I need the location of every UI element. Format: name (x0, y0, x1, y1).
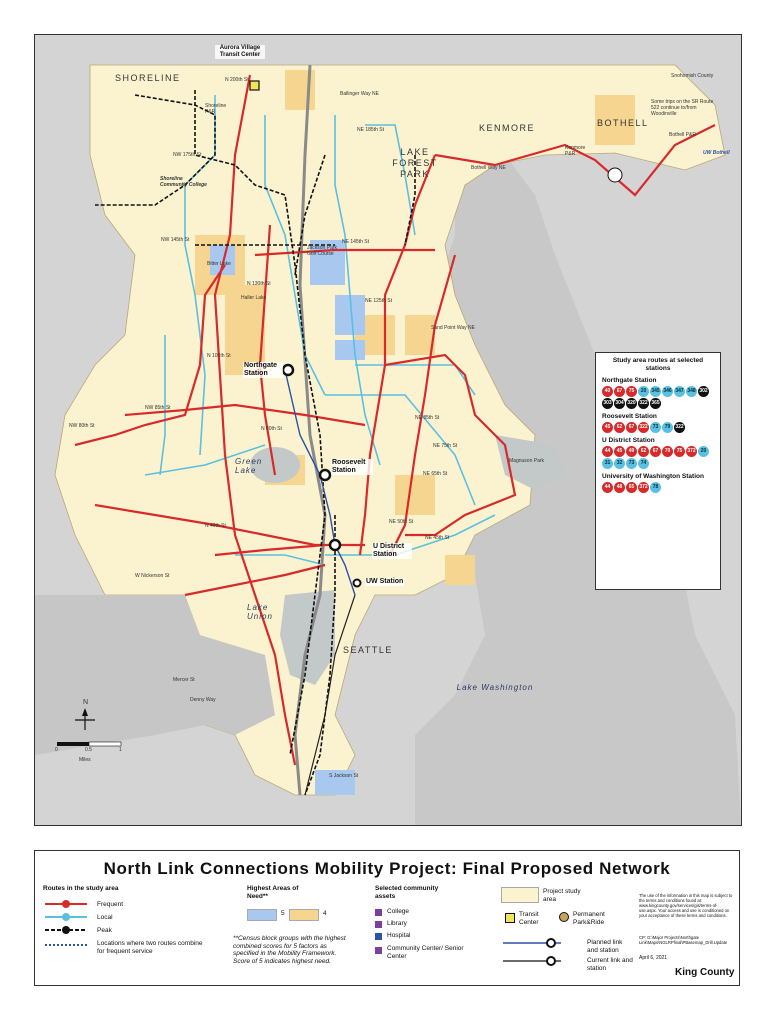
route-chip-local[interactable]: 74 (638, 458, 649, 469)
route-chip-local[interactable]: 348 (686, 386, 697, 397)
current-station-icon (547, 957, 555, 965)
college-icon (375, 909, 382, 916)
hospital-icon (375, 933, 382, 940)
library-icon (375, 921, 382, 928)
map-date: April 6, 2021 (639, 955, 668, 961)
street-nw80: NW 80th St (69, 423, 95, 429)
route-chip-peak[interactable]: 365 (650, 398, 661, 409)
station-route-title: Roosevelt Station (602, 413, 657, 420)
need-note: **Census block groups with the highest combined scores for 5 factors as specified in the Mobility Framework. Score of 5 indicates highest need. (233, 935, 346, 965)
station-route-list (602, 377, 714, 493)
route-chip-frequent[interactable]: 372 (638, 482, 649, 493)
u-district-station-marker (330, 540, 340, 550)
scale-unit: Miles (79, 757, 91, 763)
street-ne85: NE 85th St (415, 415, 440, 421)
route-chip-local[interactable]: 20 (638, 386, 649, 397)
legend-local: Local (97, 914, 113, 921)
street-n80: N 80th St (261, 426, 282, 432)
need-heading: Highest Areas of Need** (247, 885, 299, 900)
street-nw85: NW 85th St (145, 405, 171, 411)
northgate-station-marker (283, 365, 293, 375)
street-mercer: Mercer St (173, 677, 195, 683)
route-chip-frequent[interactable]: 45 (614, 446, 625, 457)
shoreline-label: SHORELINE (115, 73, 181, 83)
route-chip-frequent[interactable]: 48 (614, 482, 625, 493)
scale-label-half: 0.5 (85, 747, 92, 753)
street-jackson: S Jackson St (329, 773, 359, 779)
street-nw175: NW 175th St (173, 152, 202, 158)
bitter-lake-label: Bitter Lake (207, 261, 231, 267)
frequent-chip-icon (62, 900, 70, 908)
scale-bar (57, 742, 121, 746)
route-chip-local[interactable]: 345 (650, 386, 661, 397)
route-chip-local[interactable]: 32 (614, 458, 625, 469)
route-chip-frequent[interactable]: 67 (650, 446, 661, 457)
sr522-note: Some trips on the SR Route 522 continue to/from Woodinville (651, 99, 714, 117)
scale-label-1: 1 (119, 747, 122, 753)
route-chip-frequent[interactable]: 75 (626, 386, 637, 397)
street-ne145: NE 145th St (342, 239, 369, 245)
legend-planned-link: Planned link and station (587, 939, 623, 954)
need5-label: 5 (281, 910, 285, 917)
street-ballinger: Ballinger Way NE (340, 91, 379, 97)
legend-frequent: Frequent (97, 901, 124, 908)
route-legend-symbols (45, 899, 93, 959)
street-ne45: NE 45th St (425, 535, 450, 541)
file-path: CP: G:\Major Projects\Northgate Link\Maps\NGLRPfinal\PBasemap_Drill.Update (639, 935, 728, 945)
roosevelt-station-label[interactable]: Roosevelt Station (331, 459, 373, 475)
green-lake-label: Green Lake (235, 457, 263, 475)
legend-park-ride: Permanent Park&Ride (573, 911, 605, 926)
planned-station-icon (547, 939, 555, 947)
legend-combine: Locations where two routes combine for frequent service (97, 940, 203, 955)
route-chip-frequent[interactable]: 372 (686, 446, 697, 457)
street-ne75: NE 75th St (433, 443, 458, 449)
kenmore-pr-label: Kenmore P&R (565, 145, 586, 157)
station-route-chips (602, 482, 714, 493)
assets-heading: Selected community assets (375, 885, 439, 900)
route-chip-peak[interactable]: 303 (602, 398, 613, 409)
map-title: North Link Connections Mobility Project: Final Proposed Network (103, 859, 671, 878)
street-n40: N 40th St (205, 523, 226, 529)
aurora-transit-center-icon (250, 81, 259, 90)
route-chip-peak[interactable]: 322 (638, 398, 649, 409)
shoreline-cc-label: Shoreline Community College (160, 176, 207, 188)
transit-center-icon (505, 913, 515, 923)
lake-washington-label: Lake Washington (456, 683, 534, 692)
route-chip-local[interactable]: 78 (650, 482, 661, 493)
seattle-label: SEATTLE (343, 645, 393, 655)
street-bothell-way: Bothell Way NE (471, 165, 506, 171)
route-chip-frequent[interactable]: 65 (626, 482, 637, 493)
station-route-chips (602, 422, 714, 433)
street-n105: N 105th St (207, 353, 231, 359)
street-nw145: NW 145th St (161, 237, 190, 243)
station-route-title: U District Station (602, 437, 655, 444)
haller-lake-label: Haller Lake (241, 295, 267, 301)
route-chip-local[interactable]: 79 (662, 422, 673, 433)
uw-station-marker (354, 580, 361, 587)
bothell-label: BOTHELL (597, 118, 649, 128)
route-chip-local[interactable]: 31 (602, 458, 613, 469)
local-chip-icon (62, 913, 70, 921)
route-chip-frequent[interactable]: 67 (626, 422, 637, 433)
lake-forest-park-label: LAKE FOREST PARK (392, 147, 438, 179)
route-chip-peak[interactable]: 304 (614, 398, 625, 409)
route-chip-peak[interactable]: 322 (674, 422, 685, 433)
station-routes-legend (595, 352, 721, 590)
magnuson-park-label: Magnuson Park (509, 458, 545, 464)
shoreline-pr-label: Shoreline P&R (205, 103, 227, 115)
legend-hospital: Hospital (387, 932, 411, 939)
need4-swatch (289, 909, 319, 921)
kenmore-park-ride-icon (608, 168, 622, 182)
legend-peak: Peak (97, 927, 112, 934)
street-sand-point: Sand Point Way NE (431, 325, 476, 331)
route-chip-peak[interactable]: 320 (626, 398, 637, 409)
route-chip-frequent[interactable]: 49 (626, 446, 637, 457)
street-denny: Denny Way (190, 697, 216, 703)
snohomish-county-label: Snohomish County (671, 73, 714, 79)
route-chip-frequent[interactable]: 75 (674, 446, 685, 457)
need5-swatch (247, 909, 277, 921)
route-chip-frequent[interactable]: 62 (614, 422, 625, 433)
station-route-chips (602, 446, 714, 469)
roosevelt-station-marker (320, 470, 330, 480)
legend-panel (34, 850, 740, 986)
u-district-station-label[interactable]: U District Station (372, 543, 412, 559)
route-chip-frequent[interactable]: 44 (602, 482, 613, 493)
street-n200: N 200th St (225, 77, 249, 83)
link-legend-symbols (501, 937, 587, 971)
kenmore-label: KENMORE (479, 123, 536, 133)
aurora-village-label[interactable]: Aurora Village Transit Center (215, 45, 265, 59)
community-center-icon (375, 947, 382, 954)
street-n130: N 130th St (247, 281, 271, 287)
route-chip-frequent[interactable]: 67 (614, 386, 625, 397)
street-ne125: NE 125th St (365, 298, 392, 304)
route-chip-local[interactable]: 347 (674, 386, 685, 397)
peak-chip-icon (62, 926, 70, 934)
scale-label-0: 0 (55, 747, 58, 753)
king-county-logo: King County (675, 967, 735, 978)
north-label: N (83, 699, 89, 706)
disclaimer-text: The use of the information in this map is subject to the terms and conditions found at: www.kingcounty.gov/services/gis/terms-of-use.aspx. Your access and use is conditioned on your acceptance of these terms and conditions. (639, 893, 733, 918)
route-chip-frequent[interactable]: 45 (602, 422, 613, 433)
station-route-title: University of Washington Station (602, 473, 704, 480)
street-ne185: NE 185th St (357, 127, 384, 133)
route-chip-local[interactable]: 20 (698, 446, 709, 457)
route-chip-frequent[interactable]: 322 (638, 422, 649, 433)
need4-label: 4 (323, 910, 327, 917)
street-w-nickerson: W Nickerson St (135, 573, 170, 579)
park-ride-icon (559, 912, 569, 922)
jackson-park-label: Jackson Park Golf Course (307, 245, 338, 257)
legend-current-link: Current link and station (587, 957, 633, 972)
route-chip-frequent[interactable]: 62 (638, 446, 649, 457)
route-chip-frequent[interactable]: 40 (602, 386, 613, 397)
station-routes-heading: Study area routes at selected stations (612, 357, 704, 372)
uw-bothell-label: UW Bothell (703, 150, 730, 156)
route-chip-frequent[interactable]: 44 (602, 446, 613, 457)
legend-transit-center: Transit Center (519, 911, 539, 926)
station-route-chips (602, 386, 714, 409)
route-chip-local[interactable]: 346 (662, 386, 673, 397)
uw-station-label[interactable]: UW Station (366, 578, 404, 585)
route-chip-peak[interactable]: 302 (698, 386, 709, 397)
legend-library: Library (387, 920, 407, 927)
street-ne65: NE 65th St (423, 471, 448, 477)
legend-community: Community Center/ Senior Center (387, 945, 464, 960)
legend-study-area: Project study area (543, 888, 581, 903)
route-chip-local[interactable]: 73 (626, 458, 637, 469)
street-ne50: NE 50th St (389, 519, 414, 525)
routes-heading: Routes in the study area (43, 885, 119, 892)
study-area-swatch (501, 887, 539, 903)
bothell-pr-label: Bothell P&R (669, 132, 696, 138)
northgate-station-label[interactable]: Northgate Station (243, 362, 283, 378)
station-route-title: Northgate Station (602, 377, 657, 384)
route-chip-frequent[interactable]: 70 (662, 446, 673, 457)
route-chip-local[interactable]: 73 (650, 422, 661, 433)
lake-union-label: Lake Union (247, 603, 273, 621)
legend-college: College (387, 908, 410, 915)
